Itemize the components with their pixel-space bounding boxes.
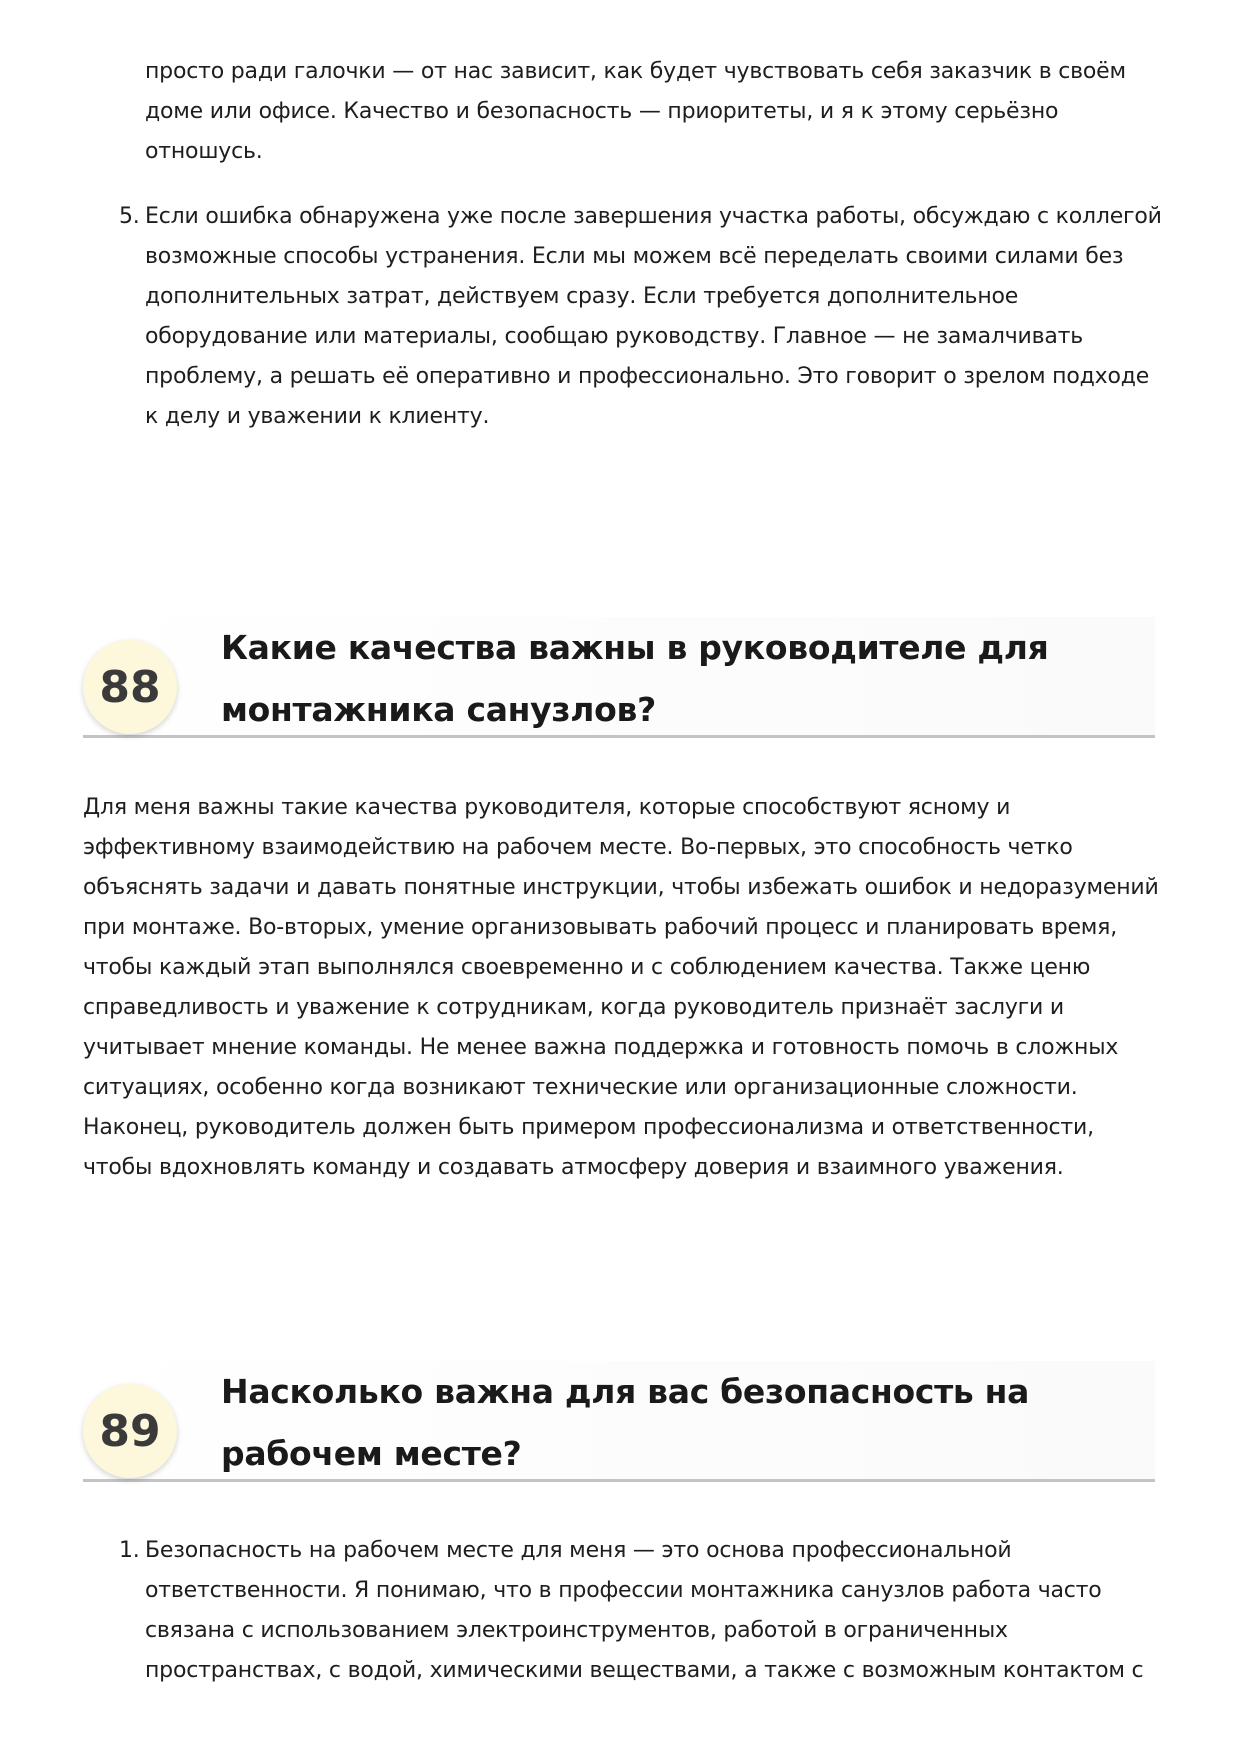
list-item: [83, 52, 1163, 172]
list-item: [83, 1531, 1163, 1691]
question-number-badge: 89: [83, 1384, 177, 1478]
question-number-badge: 88: [83, 640, 177, 734]
answer-paragraph-88: Для меня важны такие качества руководителя, которые способствуют ясному и эффективному взаимодействию на рабочем месте. Во-первых, это способность четко объяснять задачи и давать понятные инструкции, чтобы избежать ошибок и недоразумений при монтаже. Во-вторых, умение организовывать рабочий процесс и планировать время, чтобы каждый этап выполнялся своевременно и с соблюдением качества. Также ценю справедливость и уважение к сотрудникам, когда руководитель признаёт заслуги и учитывает мнение команды. Не менее важна поддержка и готовность помочь в сложных ситуациях, особенно когда возникают технические или организационные сложности. Наконец, руководитель должен быть примером профессионализма и ответственности, чтобы вдохновлять команду и создавать атмосферу доверия и взаимного уважения.: [83, 795, 1159, 1180]
answer-list-89: [83, 1531, 1163, 1716]
list-item-number: 5.: [119, 204, 140, 229]
list-item: [83, 197, 1163, 437]
question-header-88: [83, 617, 1155, 738]
list-item-text: Безопасность на рабочем месте для меня — это основа профессиональной ответственности. Я понимаю, что в профессии монтажника санузлов работа часто связана с использованием электроинструментов, работой в ограниченных пространствах, с водой, химическими веществами, а также с возможным контактом с: [145, 1538, 1144, 1683]
previous-answer-list: [83, 52, 1163, 462]
question-title: Насколько важна для вас безопасность на рабочем месте?: [221, 1372, 1030, 1473]
question-header-89: [83, 1361, 1155, 1482]
question-title: Какие качества важны в руководителе для монтажника санузлов?: [221, 628, 1049, 729]
list-item-number: 1.: [119, 1538, 140, 1563]
list-item-text: просто ради галочки — от нас зависит, как будет чувствовать себя заказчик в своём доме или офисе. Качество и безопасность — приоритеты, и я к этому серьёзно отношусь.: [145, 59, 1126, 164]
list-item-text: Если ошибка обнаружена уже после завершения участка работы, обсуждаю с коллегой возможные способы устранения. Если мы можем всё переделать своими силами без дополнительных затрат, действуем сразу. Если требуется дополнительное оборудование или материалы, сообщаю руководству. Главное — не замалчивать проблему, а решать её оперативно и профессионально. Это говорит о зрелом подходе к делу и уважении к клиенту.: [145, 204, 1162, 429]
